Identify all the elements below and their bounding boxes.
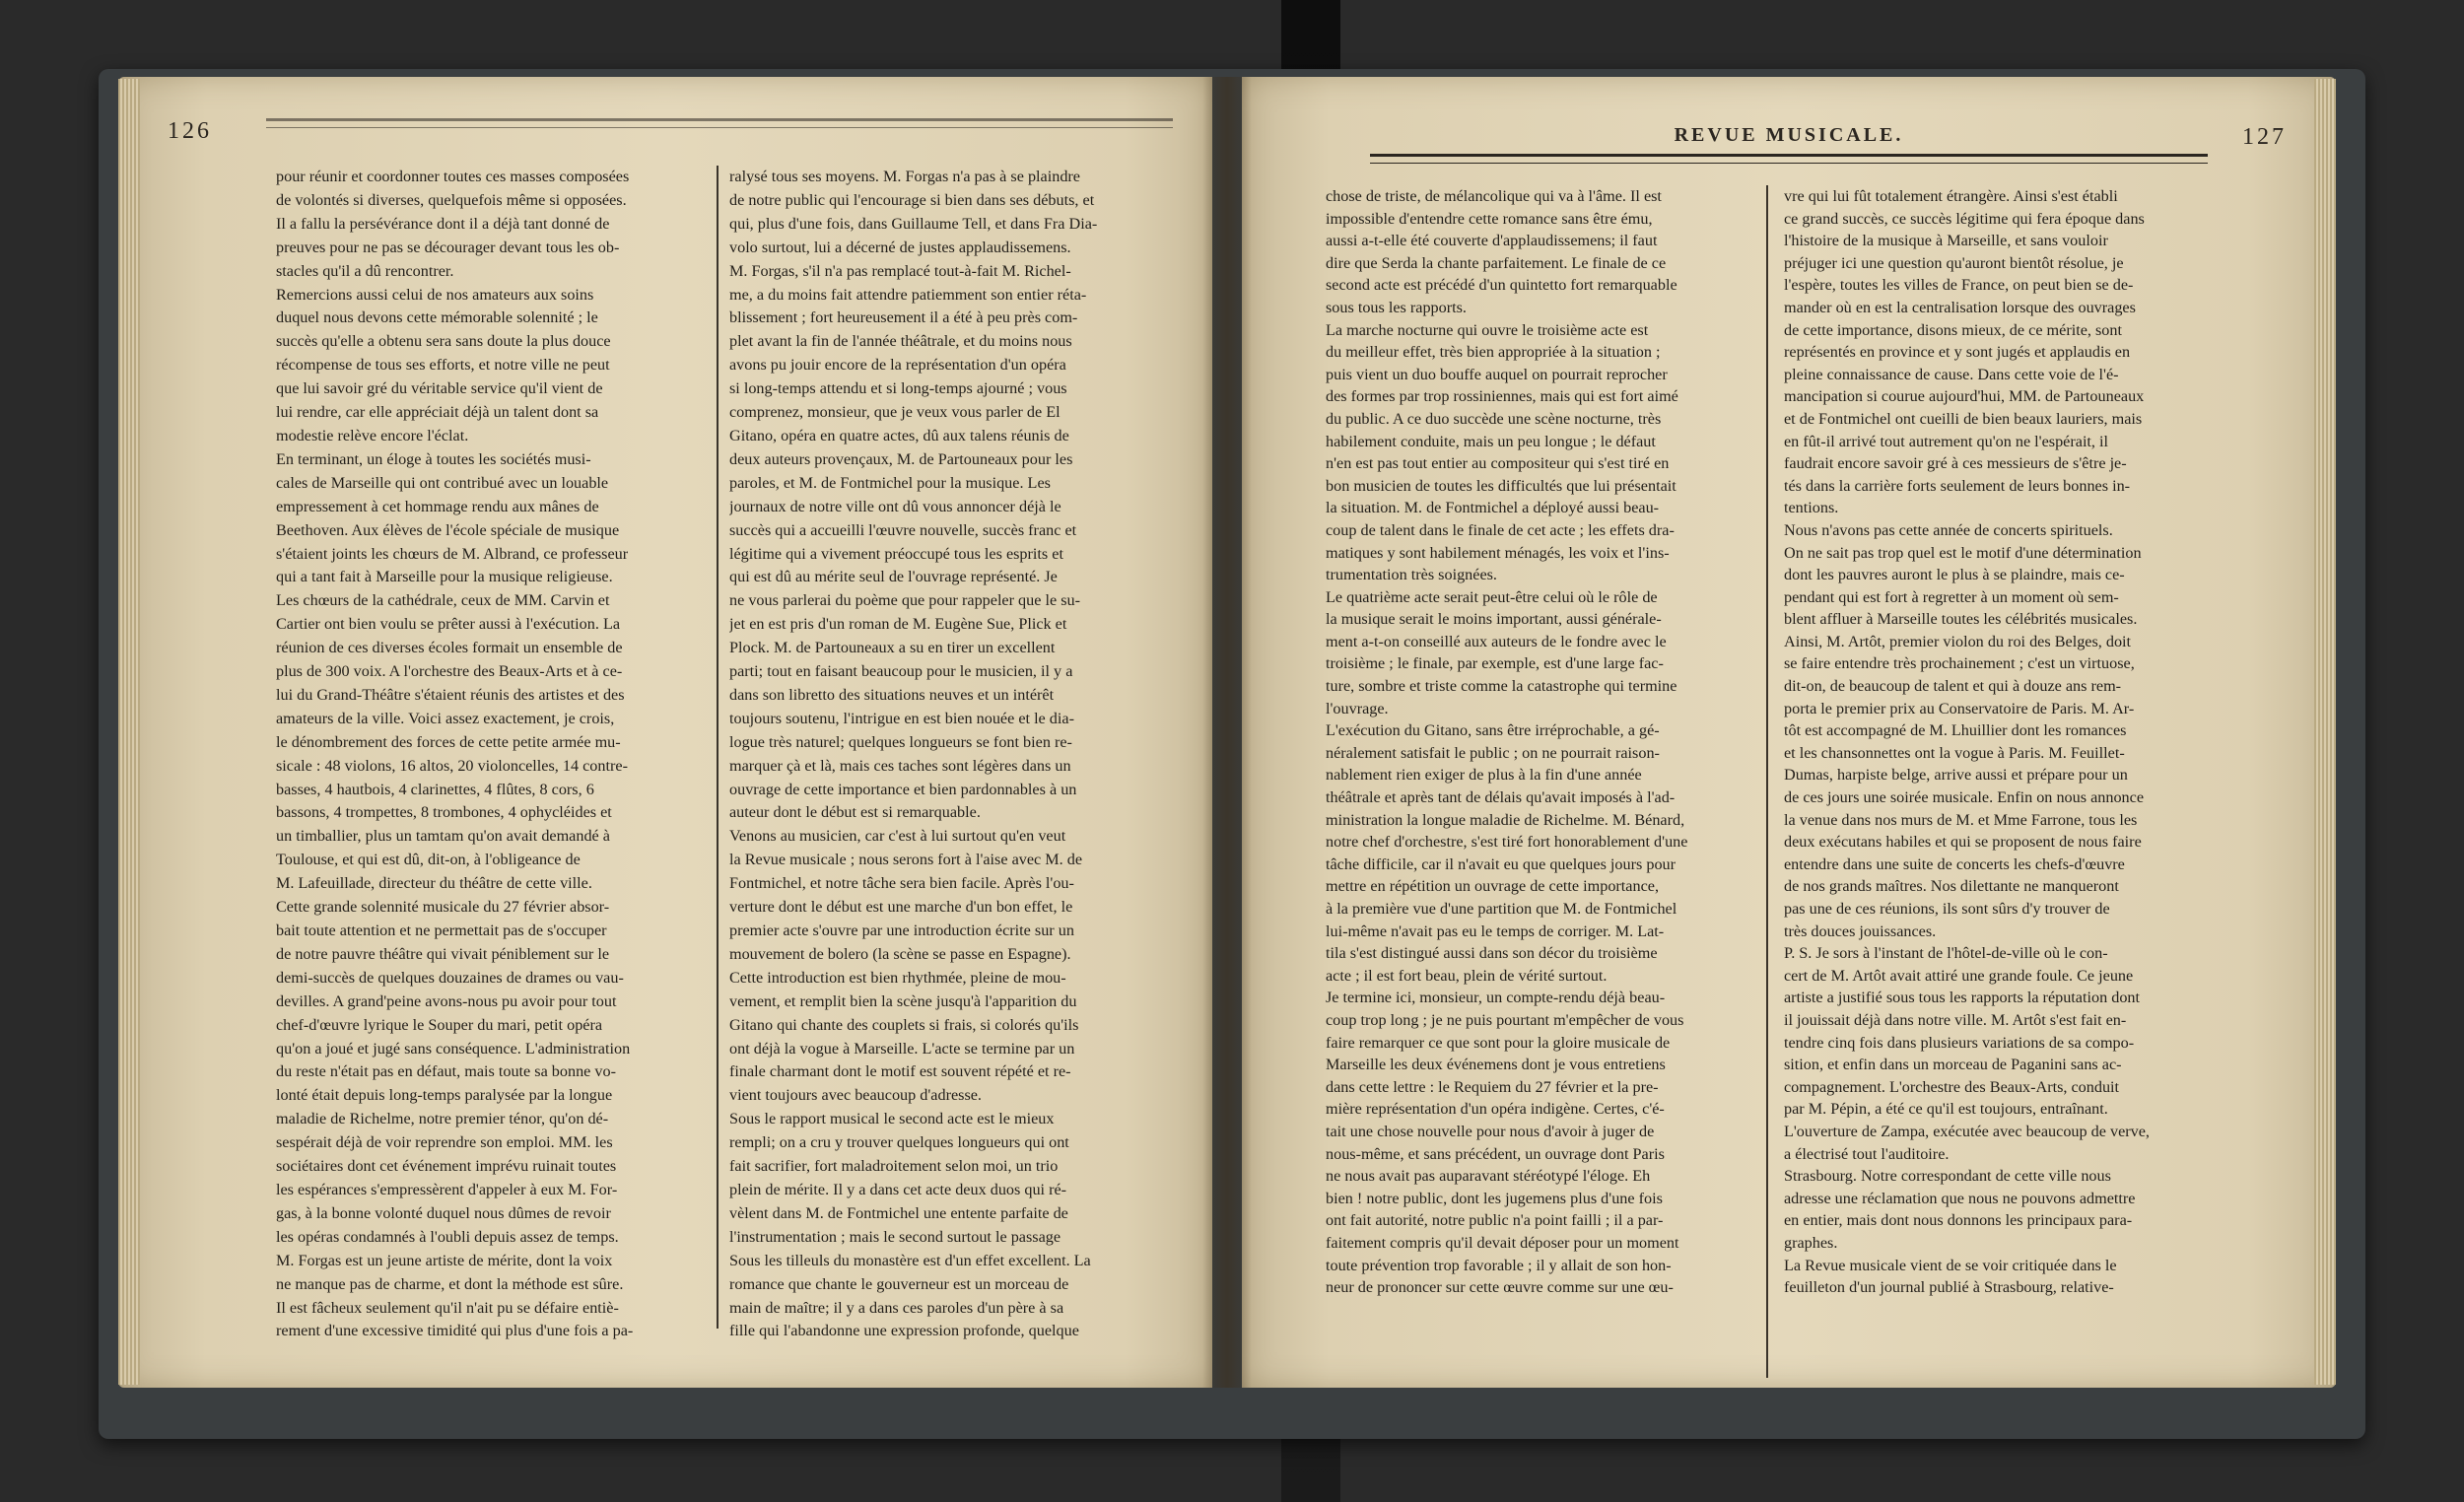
text-line: Venons au musicien, car c'est à lui surtout qu'en veut (729, 827, 1066, 846)
text-line: Plock. M. de Partouneaux a su en tirer un excellent (729, 639, 1056, 657)
text-line: demi-succès de quelques douzaines de drames ou vau- (276, 968, 624, 987)
text-line: Sous le rapport musical le second acte est le mieux (729, 1110, 1055, 1128)
text-line: blent affluer à Marseille toutes les célébrités musicales. (1784, 610, 2138, 629)
text-line: deux auteurs provençaux, M. de Partouneaux pour les (729, 449, 1073, 468)
text-line: ce grand succès, ce succès légitime qui fera époque dans (1784, 209, 2145, 228)
text-line: de notre pauvre théâtre qui vivait péniblement sur le (276, 944, 610, 963)
right-running-head (1291, 124, 2287, 154)
text-line: stacles qu'il a dû rencontrer. (276, 261, 454, 280)
text-line: plet avant la fin de l'année théâtrale, et du moins nous (729, 332, 1072, 351)
text-line: en entier, mais dont nous donnons les principaux para- (1784, 1211, 2133, 1230)
text-line: verture dont le début est une marche d'un bon effet, le (729, 898, 1073, 917)
text-line: parti; tout en faisant beaucoup pour le musicien, il y a (729, 662, 1073, 681)
text-line: La marche nocturne qui ouvre le troisième acte est (1326, 320, 1649, 339)
text-line: tendre cinq fois dans plusieurs variations de sa compo- (1784, 1033, 2135, 1052)
text-line: tôt est accompagné de M. Lhuillier dont les romances (1784, 721, 2127, 740)
text-line: L'ouverture de Zampa, exécutée avec beaucoup de verve, (1784, 1122, 2150, 1140)
text-line: preuves pour ne pas se décourager devant tous les ob- (276, 238, 620, 256)
right-page-number: 127 (2242, 124, 2287, 150)
right-header-rule (1370, 154, 2208, 164)
text-line: Dumas, harpiste belge, arrive aussi et prépare pour un (1784, 766, 2128, 785)
text-line: Il a fallu la persévérance dont il a déjà tant donné de (276, 214, 610, 233)
text-line: la venue dans nos murs de M. et Mme Farrone, tous les (1784, 810, 2138, 829)
open-book (99, 69, 2365, 1439)
text-line: n'en est pas tout entier au compositeur qui s'est tiré en (1326, 454, 1670, 473)
text-line: à la première vue d'une partition que M. de Fontmichel (1326, 900, 1677, 918)
text-line: adresse une réclamation que nous ne pouvons admettre (1784, 1189, 2136, 1207)
text-line: mancipation si courue aujourd'hui, MM. de Partouneaux (1784, 387, 2145, 406)
text-line: ouvrage de cette importance et bien pardonnables à un (729, 780, 1077, 798)
text-line: Le quatrième acte serait peut-être celui où le rôle de (1326, 587, 1658, 606)
text-line: Les chœurs de la cathédrale, ceux de MM. Carvin et (276, 591, 610, 610)
left-column-1 (276, 166, 710, 1343)
text-line: Remercions aussi celui de nos amateurs aux soins (276, 285, 594, 304)
text-line: faudrait encore savoir gré à ces messieurs de s'être je- (1784, 454, 2127, 473)
text-line: bon musicien de toutes les difficultés que lui présentait (1326, 476, 1677, 495)
text-line: main de maître; il y a dans ces paroles d'un père à sa (729, 1298, 1064, 1317)
text-line: tentions. (1784, 499, 1839, 517)
text-line: impossible d'entendre cette romance sans être ému, (1326, 209, 1653, 228)
text-line: bien ! notre public, dont les jugemens plus d'une fois (1326, 1189, 1663, 1207)
text-line: vement, et remplit bien la scène jusqu'à l'apparition du (729, 991, 1077, 1010)
text-line: paroles, et M. de Fontmichel pour la musique. Les (729, 473, 1051, 492)
text-line: sous tous les rapports. (1326, 298, 1467, 316)
text-line: se faire entendre très prochainement ; c'est un virtuose, (1784, 654, 2135, 673)
right-page-edges (2314, 79, 2336, 1385)
text-line: trumentation très soignées. (1326, 566, 1497, 584)
text-line: faitement compris qu'il devait déposer pour un moment (1326, 1233, 1679, 1252)
left-column-2 (729, 166, 1163, 1343)
text-line: nous-même, et sans précédent, un ouvrage dont Paris (1326, 1144, 1665, 1163)
text-line: gas, à la bonne volonté duquel nous dûmes de revoir (276, 1203, 611, 1222)
text-line: en fût-il arrivé tout autrement qu'on ne l'espérait, il (1784, 432, 2109, 450)
text-line: lonté était depuis long-temps paralysée par la longue (276, 1086, 613, 1105)
text-line: la Revue musicale ; nous serons fort à l'aise avec M. de (729, 851, 1083, 869)
text-line: acte ; il est fort beau, plein de vérité surtout. (1326, 966, 1608, 985)
text-line: feuilleton d'un journal publié à Strasbourg, relative- (1784, 1278, 2114, 1297)
text-line: qu'on a joué et jugé sans conséquence. L'administration (276, 1039, 631, 1058)
right-column-2 (1784, 185, 2213, 1299)
text-line: vèlent dans M. de Fontmichel une entente parfaite de (729, 1203, 1068, 1222)
text-line: ment a-t-on conseillé aux auteurs de le fondre avec le (1326, 632, 1667, 650)
text-line: sociétaires dont cet événement imprévu ruinait toutes (276, 1157, 617, 1176)
text-line: bait toute attention et ne permettait pas de s'occuper (276, 922, 607, 939)
text-line: Cartier ont bien voulu se prêter aussi à l'exécution. La (276, 615, 621, 634)
text-line: habilement conduite, mais un peu longue ; le défaut (1326, 432, 1656, 450)
text-line: M. Forgas est un jeune artiste de mérite, dont la voix (276, 1251, 613, 1269)
text-line: En terminant, un éloge à toutes les sociétés musi- (276, 449, 591, 468)
text-line: Je termine ici, monsieur, un compte-rendu déjà beau- (1326, 989, 1666, 1007)
text-line: neur de prononcer sur cette œuvre comme sur une œu- (1326, 1278, 1674, 1297)
text-line: M. Lafeuillade, directeur du théâtre de cette ville. (276, 874, 592, 893)
text-line: rement d'une excessive timidité qui plus d'une fois a pa- (276, 1322, 634, 1340)
text-line: ont fait autorité, notre public n'a point failli ; il a par- (1326, 1211, 1664, 1230)
text-line: pendant qui est fort à regretter à un moment où sem- (1784, 587, 2119, 606)
text-line: l'instrumentation ; mais le second surtout le passage (729, 1227, 1061, 1246)
text-line: second acte est précédé d'un quintetto fort remarquable (1326, 276, 1677, 295)
text-line: lui rendre, car elle appréciait déjà un talent dont sa (276, 403, 599, 422)
left-header-rule (266, 118, 1173, 128)
left-page (118, 77, 1212, 1388)
text-line: dont les pauvres auront le plus à se plaindre, mais ce- (1784, 566, 2125, 584)
text-line: blissement ; fort heureusement il a été à peu près com- (729, 308, 1078, 327)
text-line: toujours soutenu, l'intrigue en est bien nouée et le dia- (729, 709, 1074, 727)
text-line: pour réunir et coordonner toutes ces masses composées (276, 168, 630, 185)
text-line: la musique serait le moins important, aussi générale- (1326, 610, 1662, 629)
text-line: du public. A ce duo succède une scène nocturne, très (1326, 409, 1662, 428)
text-line: basses, 4 hautbois, 4 clarinettes, 4 flûtes, 8 cors, 6 (276, 780, 594, 798)
text-line: le dénombrement des forces de cette petite armée mu- (276, 732, 621, 751)
text-line: Sous les tilleuls du monastère est d'un effet excellent. La (729, 1251, 1091, 1269)
text-line: porta le premier prix au Conservatoire de Paris. M. Ar- (1784, 699, 2135, 717)
text-line: auteur dont le début est si remarquable. (729, 803, 981, 822)
text-line: s'étaient joints les chœurs de M. Albrand, ce professeur (276, 544, 629, 563)
text-line: sicale : 48 violons, 16 altos, 20 violoncelles, 14 contre- (276, 756, 628, 775)
text-line: aussi a-t-elle été couverte d'applaudissemens; il faut (1326, 232, 1658, 250)
text-line: La Revue musicale vient de se voir critiquée dans le (1784, 1256, 2117, 1274)
text-line: vient toujours avec beaucoup d'adresse. (729, 1086, 982, 1105)
text-line: pas une de ces réunions, ils sont sûrs d'y trouver de (1784, 900, 2110, 918)
right-column-1 (1326, 185, 1754, 1299)
text-line: matiques y sont habilement ménagés, les voix et l'ins- (1326, 543, 1670, 562)
text-line: cales de Marseille qui ont contribué avec un louable (276, 473, 609, 492)
text-line: toute prévention trop favorable ; il y allait de son hon- (1326, 1256, 1672, 1274)
text-line: Cette grande solennité musicale du 27 février absor- (276, 898, 610, 917)
text-line: L'exécution du Gitano, sans être irréprochable, a gé- (1326, 721, 1660, 740)
text-line: graphes. (1784, 1233, 1838, 1252)
text-line: ont déjà la vogue à Marseille. L'acte se termine par un (729, 1039, 1075, 1058)
text-line: rempli; on a cru y trouver quelques longueurs qui ont (729, 1133, 1069, 1152)
text-line: la situation. M. de Fontmichel a déployé aussi beau- (1326, 499, 1660, 517)
text-line: Ainsi, M. Artôt, premier violon du roi des Belges, doit (1784, 632, 2132, 650)
text-line: de volontés si diverses, quelquefois même si opposées. (276, 190, 627, 209)
text-line: compagnement. L'orchestre des Beaux-Arts, conduit (1784, 1077, 2120, 1096)
text-line: Toulouse, et qui est dû, dit-on, à l'obligeance de (276, 851, 581, 869)
text-line: l'ouvrage. (1326, 699, 1389, 717)
running-title: REVUE MUSICALE. (1674, 124, 1904, 146)
text-line: Gitano, opéra en quatre actes, dû aux talens réunis de (729, 426, 1069, 444)
text-line: représentés en province et y sont jugés et applaudis en (1784, 343, 2131, 362)
text-line: chef-d'œuvre lyrique le Souper du mari, petit opéra (276, 1015, 603, 1034)
text-line: Cette introduction est bien rhythmée, pleine de mou- (729, 968, 1066, 987)
text-line: de nos grands maîtres. Nos dilettante ne manqueront (1784, 877, 2119, 896)
text-line: amateurs de la ville. Voici assez exactement, je crois, (276, 709, 615, 727)
text-line: l'histoire de la musique à Marseille, et sans vouloir (1784, 232, 2108, 250)
text-line: dans cette lettre : le Requiem du 27 février et la pre- (1326, 1077, 1659, 1096)
left-column-divider (717, 166, 719, 1329)
text-line: journaux de notre ville ont dû vous annoncer déjà le (729, 497, 1061, 515)
text-line: dire que Serda la chante parfaitement. Le finale de ce (1326, 253, 1667, 272)
text-line: dit-on, de beaucoup de talent et qui à douze ans rem- (1784, 677, 2122, 696)
text-line: du meilleur effet, très bien appropriée à la situation ; (1326, 343, 1661, 362)
text-line: plus de 300 voix. A l'orchestre des Beaux-Arts et à ce- (276, 662, 623, 681)
text-line: jet en est pris d'un roman de M. Eugène Sue, Plick et (729, 615, 1067, 634)
text-line: Nous n'avons pas cette année de concerts spirituels. (1784, 520, 2113, 539)
text-line: légitime qui a vivement préoccupé tous les esprits et (729, 544, 1063, 563)
text-line: succès qui a accueilli l'œuvre nouvelle, succès franc et (729, 520, 1077, 539)
text-line: bassons, 4 trompettes, 8 trombones, 4 ophycléides et (276, 803, 612, 822)
text-line: vre qui lui fût totalement étrangère. Ainsi s'est établi (1784, 187, 2118, 205)
text-line: notre chef d'orchestre, s'est tiré fort honorablement d'une (1326, 833, 1688, 852)
text-line: fille qui l'abandonne une expression profonde, quelque (729, 1322, 1079, 1340)
text-line: modestie relève encore l'éclat. (276, 426, 469, 444)
text-line: lui du Grand-Théâtre s'étaient réunis des artistes et des (276, 685, 625, 704)
text-line: Gitano qui chante des couplets si frais, si colorés qu'ils (729, 1015, 1079, 1034)
text-line: a électrisé tout l'auditoire. (1784, 1144, 1950, 1163)
text-line: réunion de ces diverses écoles formait un ensemble de (276, 639, 623, 657)
text-line: deux exécutans habiles et qui se proposent de nous faire (1784, 833, 2142, 852)
text-line: premier acte s'ouvre par une introduction écrite sur un (729, 922, 1074, 939)
text-line: les opéras condamnés à l'oubli depuis assez de temps. (276, 1227, 619, 1246)
text-line: tés dans la carrière forts seulement de leurs bonnes in- (1784, 476, 2131, 495)
text-line: maladie de Richelme, notre premier ténor, qu'on dé- (276, 1110, 609, 1128)
text-line: ralysé tous ses moyens. M. Forgas n'a pas à se plaindre (729, 168, 1080, 185)
text-line: sespérait déjà de voir reprendre son emploi. MM. les (276, 1133, 613, 1152)
text-line: si long-temps attendu et si long-temps ajourné ; vous (729, 379, 1067, 398)
text-line: M. Forgas, s'il n'a pas remplacé tout-à-fait M. Richel- (729, 261, 1071, 280)
text-line: fait sacrifier, fort maladroitement selon moi, un trio (729, 1157, 1059, 1176)
text-line: qui a tant fait à Marseille pour la musique religieuse. (276, 568, 613, 586)
text-line: un timballier, plus un tamtam qu'on avait demandé à (276, 827, 610, 846)
text-line: préjuger ici une question qu'auront bientôt résolue, je (1784, 253, 2124, 272)
text-line: coup trop long ; je ne puis pourtant m'empêcher de vous (1326, 1010, 1684, 1029)
text-line: tâche difficile, car il n'avait eu que quelques jours pour (1326, 854, 1677, 873)
text-line: sition, et enfin dans un morceau de Paganini sans ac- (1784, 1056, 2122, 1074)
text-line: des formes par trop rossiniennes, mais qui est fort aimé (1326, 387, 1678, 406)
text-line: Beethoven. Aux élèves de l'école spéciale de musique (276, 520, 620, 539)
right-page (1242, 77, 2336, 1388)
text-line: me, a du moins fait attendre patiemment son entier réta- (729, 285, 1087, 304)
text-line: cert de M. Artôt avait attiré une grande foule. Ce jeune (1784, 966, 2134, 985)
text-line: devilles. A grand'peine avons-nous pu avoir pour tout (276, 991, 617, 1010)
text-line: tila s'est distingué aussi dans son décor du troisième (1326, 944, 1658, 963)
text-line: de cette importance, disons mieux, de ce mérite, sont (1784, 320, 2122, 339)
text-line: ne nous avait pas auparavant stéréotypé l'éloge. Eh (1326, 1167, 1651, 1186)
text-line: faire remarquer ce que sont pour la gloire musicale de (1326, 1033, 1671, 1052)
text-line: P. S. Je sors à l'instant de l'hôtel-de-ville où le con- (1784, 944, 2108, 963)
text-line: mander où en est la centralisation lorsque des ouvrages (1784, 298, 2136, 316)
text-line: duquel nous devons cette mémorable solennité ; le (276, 308, 598, 327)
text-line: puis vient un duo bouffe auquel on pourrait reprocher (1326, 365, 1668, 383)
text-line: Fontmichel, et notre tâche sera bien facile. Après l'ou- (729, 874, 1074, 893)
text-line: Marseille les deux événemens dont je vous entretiens (1326, 1056, 1666, 1074)
text-line: comprenez, monsieur, que je veux vous parler de El (729, 403, 1061, 422)
text-line: théâtrale et après tant de délais qu'avait imposés à l'ad- (1326, 788, 1676, 807)
text-line: chose de triste, de mélancolique qui va à l'âme. Il est (1326, 187, 1662, 205)
text-line: dans son libretto des situations neuves et un intérêt (729, 685, 1055, 704)
text-line: mière représentation d'un opéra indigène. Certes, c'é- (1326, 1100, 1665, 1119)
text-line: artiste a justifié sous tous les rapports la réputation dont (1784, 989, 2141, 1007)
text-line: que lui savoir gré du véritable service qu'il vient de (276, 379, 603, 398)
text-line: qui, plus d'une fois, dans Guillaume Tell, et dans Fra Dia- (729, 214, 1098, 233)
text-line: les espérances s'empressèrent d'appeler à eux M. For- (276, 1180, 618, 1198)
text-line: récompense de tous ses efforts, et notre ville ne peut (276, 356, 610, 375)
book-gutter (1202, 77, 1252, 1388)
text-line: lui-même n'avait pas eu le temps de corriger. M. Lat- (1326, 922, 1665, 940)
text-line: plein de mérite. Il y a dans cet acte deux duos qui ré- (729, 1180, 1067, 1198)
text-line: de ces jours une soirée musicale. Enfin on nous annonce (1784, 788, 2145, 807)
text-line: ture, sombre et triste comme la catastrophe qui termine (1326, 677, 1677, 696)
text-line: qui est dû au mérite seul de l'ouvrage représenté. Je (729, 568, 1058, 586)
text-line: avons pu jouir encore de la représentation d'un opéra (729, 356, 1066, 375)
text-line: du reste n'était pas en défaut, mais toute sa bonne vo- (276, 1062, 616, 1081)
text-line: par M. Pépin, a été ce qu'il est toujours, entraînant. (1784, 1100, 2108, 1119)
text-line: de notre public qui l'encourage si bien dans ses débuts, et (729, 190, 1095, 209)
text-line: empressement à cet hommage rendu aux mânes de (276, 497, 599, 515)
text-line: mouvement de bolero (la scène se passe en Espagne). (729, 944, 1071, 963)
text-line: troisième ; le finale, par exemple, est d'une large fac- (1326, 654, 1664, 673)
text-line: pleine connaissance de cause. Dans cette voie de l'é- (1784, 365, 2119, 383)
text-line: nablement rien exiger de plus à la fin d'une année (1326, 766, 1642, 785)
left-page-number: 126 (168, 118, 212, 144)
text-line: finale charmant dont le motif est souvent répété et re- (729, 1062, 1071, 1081)
text-line: logue très naturel; quelques longueurs se font bien re- (729, 732, 1072, 751)
right-column-divider (1766, 185, 1768, 1378)
text-line: mettre en répétition un ouvrage de cette importance, (1326, 877, 1659, 896)
text-line: Strasbourg. Notre correspondant de cette ville nous (1784, 1167, 2111, 1186)
left-page-edges (118, 79, 140, 1385)
text-line: néralement satisfait le public ; on ne pourrait raison- (1326, 743, 1660, 762)
text-line: entendre dans une suite de concerts les chefs-d'œuvre (1784, 854, 2125, 873)
text-line: coup de talent dans le finale de cet acte ; les effets dra- (1326, 520, 1675, 539)
text-line: il jouissait déjà dans notre ville. M. Artôt s'est fait en- (1784, 1010, 2127, 1029)
text-line: On ne sait pas trop quel est le motif d'une détermination (1784, 543, 2142, 562)
text-line: et de Fontmichel ont cueilli de bien beaux lauriers, mais (1784, 409, 2143, 428)
text-line: Il est fâcheux seulement qu'il n'ait pu se défaire entiè- (276, 1298, 619, 1317)
text-line: et les chansonnettes ont la vogue à Paris. M. Feuillet- (1784, 743, 2125, 762)
text-line: romance que chante le gouverneur est un morceau de (729, 1274, 1069, 1293)
text-line: marquer çà et là, mais ces taches sont légères dans un (729, 756, 1071, 775)
text-line: ministration la longue maladie de Richelme. M. Bénard, (1326, 810, 1685, 829)
text-line: succès qu'elle a obtenu sera sans doute la plus douce (276, 332, 611, 351)
text-line: volo surtout, lui a décerné de justes applaudissemens. (729, 238, 1071, 256)
text-line: très douces jouissances. (1784, 922, 1937, 940)
text-line: tait une chose nouvelle pour nous d'avoir à juger de (1326, 1122, 1655, 1140)
text-line: ne vous parlerai du poème que pour rappeler que le su- (729, 591, 1080, 610)
text-line: ne manque pas de charme, et dont la méthode est sûre. (276, 1274, 624, 1293)
text-line: l'espère, toutes les villes de France, on peut bien se de- (1784, 276, 2134, 295)
